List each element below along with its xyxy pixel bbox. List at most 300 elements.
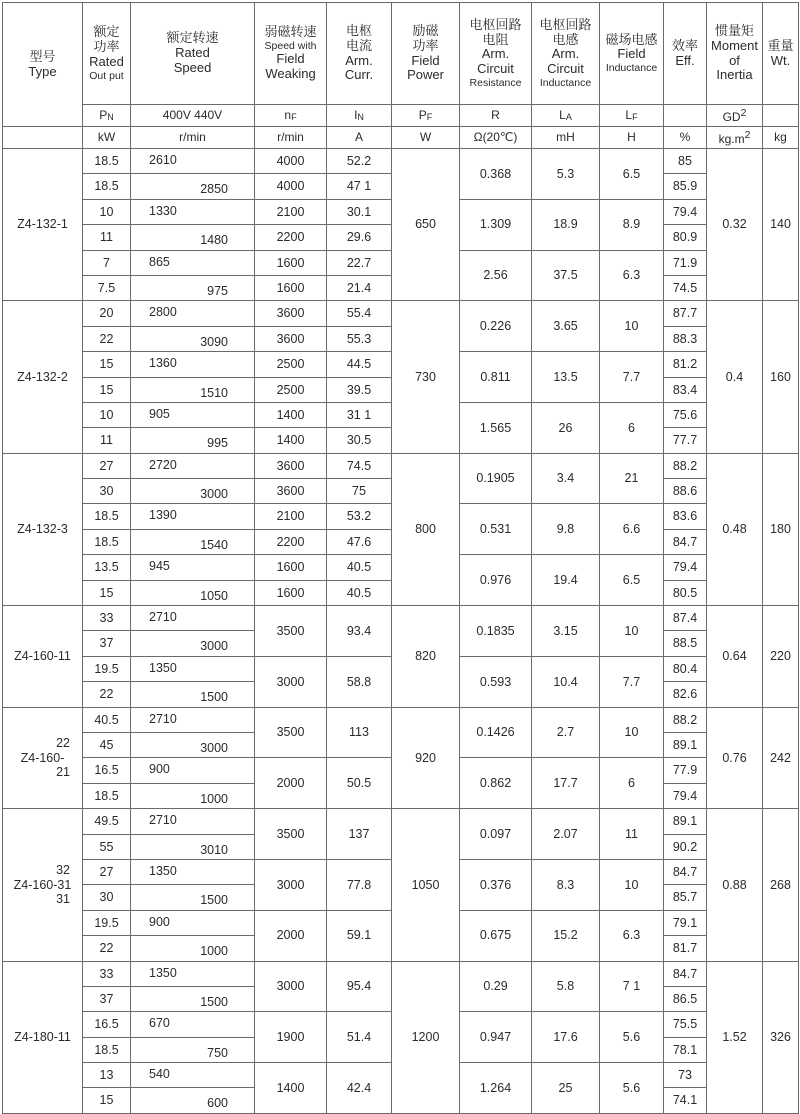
type-cell: [3, 453, 83, 605]
ind-sym-sub: A: [565, 111, 572, 122]
power-en2-label: Out put: [89, 69, 124, 82]
field-inductance-cell: 6.3: [600, 910, 664, 961]
field-inductance-cell: 6.3: [600, 250, 664, 301]
efficiency-cell: 85.9: [664, 174, 707, 199]
arm-inductance-cell: 2.07: [532, 809, 600, 860]
type-label-line: Z4-132-3: [17, 522, 68, 537]
rated-power-cell: 22: [83, 326, 131, 351]
weak-speed-cell: 1600: [255, 250, 327, 275]
rated-power-cell: 11: [83, 225, 131, 250]
type-label-line: 32: [56, 863, 70, 878]
res-cn1-label: 电枢回路: [469, 16, 522, 32]
resistance-cell: 1.309: [460, 199, 532, 250]
arm-current-cell: 47 1: [327, 174, 392, 199]
type-en-label: Type: [28, 63, 57, 79]
type-cn-label: 型号: [29, 48, 56, 64]
rated-speed-cell: [131, 225, 255, 250]
rated-power-cell: 13: [83, 1063, 131, 1088]
col-header-field: [392, 3, 460, 105]
efficiency-cell: 81.2: [664, 352, 707, 377]
weak-speed-cell: 4000: [255, 174, 327, 199]
arm-inductance-cell: 3.65: [532, 301, 600, 352]
rated-power-cell: 30: [83, 479, 131, 504]
rated-power-cell: 15: [83, 1088, 131, 1113]
resistance-cell: 0.811: [460, 352, 532, 403]
speed-440v: 1500: [200, 893, 228, 908]
efficiency-cell: 83.6: [664, 504, 707, 529]
arm-inductance-cell: 15.2: [532, 910, 600, 961]
find-en2-label: Inductance: [605, 62, 658, 75]
efficiency-cell: 89.1: [664, 809, 707, 834]
resistance-cell: 0.947: [460, 1012, 532, 1063]
rated-speed-cell: [131, 1037, 255, 1062]
rated-power-cell: 33: [83, 606, 131, 631]
rated-speed-cell: [131, 631, 255, 656]
efficiency-cell: 88.3: [664, 326, 707, 351]
weak-unit: r/min: [255, 127, 327, 149]
weight-unit: kg: [763, 127, 799, 149]
arm-inductance-cell: 10.4: [532, 656, 600, 707]
inertia-unit-sup: 2: [744, 128, 751, 141]
speed-400v: 2710: [149, 813, 177, 828]
col-header-type: [3, 3, 83, 127]
efficiency-cell: 77.9: [664, 758, 707, 783]
inertia-cell: 0.48: [707, 453, 763, 605]
arm-current-cell: 30.1: [327, 199, 392, 224]
field-inductance-cell: 10: [600, 707, 664, 758]
speed-440v: 995: [207, 436, 228, 451]
field-inductance-cell: 6.5: [600, 555, 664, 606]
efficiency-cell: 71.9: [664, 250, 707, 275]
field-unit: W: [392, 127, 460, 149]
speed-440v: 1540: [200, 537, 228, 552]
efficiency-cell: 81.7: [664, 936, 707, 961]
eff-cn-label: 效率: [671, 37, 698, 53]
type-cell: [3, 149, 83, 301]
efficiency-cell: 88.2: [664, 453, 707, 478]
symbol-row: [3, 105, 799, 127]
weak-speed-cell: 2000: [255, 758, 327, 809]
arm-inductance-cell: 3.15: [532, 606, 600, 657]
arm-inductance-cell: 9.8: [532, 504, 600, 555]
speed-440v: 1000: [200, 944, 228, 959]
resistance-cell: 0.862: [460, 758, 532, 809]
field-inductance-cell: 6.6: [600, 504, 664, 555]
rated-speed-cell: [131, 1012, 255, 1037]
weak-speed-cell: 3500: [255, 606, 327, 657]
arm-inductance-cell: 13.5: [532, 352, 600, 403]
inertia-symbol: [707, 105, 763, 127]
efficiency-cell: 75.6: [664, 402, 707, 427]
weak-speed-cell: 3500: [255, 707, 327, 758]
find-symbol: [600, 105, 664, 127]
rated-power-cell: 33: [83, 961, 131, 986]
inertia-cell: 0.4: [707, 301, 763, 453]
speed-400v: 2710: [149, 711, 177, 726]
arm-current-cell: 59.1: [327, 910, 392, 961]
inertia-cell: 0.64: [707, 606, 763, 708]
arm-current-cell: 75: [327, 479, 392, 504]
speed-400v: 540: [149, 1067, 170, 1082]
arm-inductance-cell: 25: [532, 1063, 600, 1114]
ind-sym: L: [559, 107, 566, 122]
speed-400v: 1390: [149, 508, 177, 523]
rated-speed-cell: [131, 326, 255, 351]
rated-power-cell: 30: [83, 885, 131, 910]
rated-speed-cell: [131, 199, 255, 224]
arm-current-cell: 30.5: [327, 428, 392, 453]
rated-power-cell: 19.5: [83, 656, 131, 681]
weak-speed-cell: 3600: [255, 479, 327, 504]
speed-unit: r/min: [131, 127, 255, 149]
arm-current-cell: 77.8: [327, 859, 392, 910]
weight-cell: 180: [763, 453, 799, 605]
speed-400v: 1350: [149, 660, 177, 675]
find-unit: H: [600, 127, 664, 149]
arm-current-cell: 29.6: [327, 225, 392, 250]
efficiency-cell: 79.4: [664, 555, 707, 580]
resistance-cell: 0.531: [460, 504, 532, 555]
weak-cn-label: 弱磁转速: [264, 24, 317, 40]
speed-en1-label: Rated: [175, 45, 210, 61]
res-en3-label: Resistance: [469, 77, 522, 90]
rated-speed-cell: [131, 834, 255, 859]
arm-current-cell: 40.5: [327, 580, 392, 605]
weak-speed-cell: 2200: [255, 529, 327, 554]
weight-cell: 326: [763, 961, 799, 1113]
col-header-inertia: [707, 3, 763, 105]
efficiency-cell: 87.4: [664, 606, 707, 631]
inertia-en1-label: Moment: [711, 37, 758, 53]
rated-speed-cell: [131, 936, 255, 961]
rated-speed-cell: [131, 428, 255, 453]
table-row: [3, 453, 799, 478]
weak-speed-cell: 3000: [255, 961, 327, 1012]
rated-power-cell: 7.5: [83, 275, 131, 300]
arm-current-cell: 53.2: [327, 504, 392, 529]
speed-440v: 3000: [200, 487, 228, 502]
arm-inductance-cell: 17.7: [532, 758, 600, 809]
speed-400v: 2720: [149, 457, 177, 472]
field-inductance-cell: 5.6: [600, 1063, 664, 1114]
field-power-cell: 650: [392, 149, 460, 301]
rated-speed-cell: [131, 1063, 255, 1088]
type-label-line: Z4-160-: [20, 750, 65, 765]
speed-400v: 1360: [149, 356, 177, 371]
efficiency-cell: 80.9: [664, 225, 707, 250]
power-cn1-label: 额定: [93, 24, 120, 40]
curr-unit: A: [327, 127, 392, 149]
rated-speed-cell: [131, 504, 255, 529]
rated-speed-cell: [131, 275, 255, 300]
field-inductance-cell: 10: [600, 606, 664, 657]
field-sym: P: [418, 107, 427, 122]
weight-cell: 140: [763, 149, 799, 301]
find-cn-label: 磁场电感: [605, 31, 658, 47]
field-cn1-label: 励磁: [412, 22, 439, 38]
resistance-cell: 0.368: [460, 149, 532, 200]
type-label-line: 31: [56, 892, 70, 907]
power-sym: P: [99, 107, 108, 122]
field-inductance-cell: 6.5: [600, 149, 664, 200]
arm-current-cell: 47.6: [327, 529, 392, 554]
speed-440v: 3000: [200, 741, 228, 755]
unit-row: [3, 127, 799, 149]
efficiency-cell: 78.1: [664, 1037, 707, 1062]
speed-400v: 670: [149, 1016, 170, 1031]
res-symbol: R: [460, 105, 532, 127]
field-inductance-cell: 7.7: [600, 656, 664, 707]
field-inductance-cell: 6: [600, 402, 664, 453]
rated-speed-cell: [131, 453, 255, 478]
header-row: [3, 3, 799, 105]
arm-inductance-cell: 37.5: [532, 250, 600, 301]
rated-power-cell: 13.5: [83, 555, 131, 580]
resistance-cell: 0.593: [460, 656, 532, 707]
rated-power-cell: 45: [83, 732, 131, 757]
weight-cell: 242: [763, 707, 799, 809]
rated-speed-cell: [131, 580, 255, 605]
rated-power-cell: 18.5: [83, 149, 131, 174]
speed-400v: 945: [149, 559, 170, 574]
resistance-cell: 0.29: [460, 961, 532, 1012]
speed-440v: 3090: [200, 334, 228, 349]
type-label-line: Z4-180-11: [14, 1029, 71, 1044]
curr-cn2-label: 电流: [345, 37, 372, 53]
weak-speed-cell: 1600: [255, 580, 327, 605]
rated-power-cell: 16.5: [83, 758, 131, 783]
field-inductance-cell: 8.9: [600, 199, 664, 250]
weak-speed-cell: 2200: [255, 225, 327, 250]
rated-power-cell: 22: [83, 936, 131, 961]
rated-power-cell: 10: [83, 402, 131, 427]
weight-cell: 160: [763, 301, 799, 453]
rated-power-cell: 18.5: [83, 529, 131, 554]
resistance-cell: 0.1905: [460, 453, 532, 504]
weak-speed-cell: 2100: [255, 504, 327, 529]
rated-speed-cell: [131, 986, 255, 1011]
inertia-cell: 1.52: [707, 961, 763, 1113]
field-inductance-cell: 21: [600, 453, 664, 504]
speed-400v: 900: [149, 914, 170, 929]
arm-inductance-cell: 5.3: [532, 149, 600, 200]
rated-speed-cell: [131, 377, 255, 402]
inertia-cn-label: 惯量矩: [714, 22, 754, 38]
speed-400v: 905: [149, 406, 170, 421]
field-inductance-cell: 10: [600, 301, 664, 352]
field-inductance-cell: 7 1: [600, 961, 664, 1012]
arm-current-cell: 52.2: [327, 149, 392, 174]
arm-current-cell: 39.5: [327, 377, 392, 402]
speed-en2-label: Speed: [173, 59, 212, 75]
resistance-cell: 0.376: [460, 859, 532, 910]
efficiency-cell: 88.2: [664, 707, 707, 732]
speed-400v: 1350: [149, 965, 177, 980]
ind-cn1-label: 电枢回路: [539, 16, 592, 32]
rated-power-cell: 20: [83, 301, 131, 326]
weight-cell: 268: [763, 809, 799, 961]
weak-speed-cell: 3000: [255, 859, 327, 910]
inertia-unit: [707, 127, 763, 149]
field-power-cell: 1200: [392, 961, 460, 1113]
table-body: [3, 149, 799, 1114]
arm-current-cell: 22.7: [327, 250, 392, 275]
field-power-cell: 920: [392, 707, 460, 809]
weak-speed-cell: 4000: [255, 149, 327, 174]
speed-440v: 3010: [200, 842, 228, 857]
field-inductance-cell: 10: [600, 859, 664, 910]
efficiency-cell: 85: [664, 149, 707, 174]
speed-440v: 1500: [200, 690, 228, 705]
arm-current-cell: 74.5: [327, 453, 392, 478]
power-symbol: [83, 105, 131, 127]
arm-inductance-cell: 5.8: [532, 961, 600, 1012]
curr-sym: I: [354, 107, 358, 122]
field-power-cell: 1050: [392, 809, 460, 961]
speed-440v: 1500: [200, 994, 228, 1009]
power-cn2-label: 功率: [93, 39, 120, 54]
ind-symbol: [532, 105, 600, 127]
field-power-cell: 800: [392, 453, 460, 605]
rated-power-cell: 49.5: [83, 809, 131, 834]
rated-speed-cell: [131, 707, 255, 732]
efficiency-cell: 73: [664, 1063, 707, 1088]
table-row: [3, 301, 799, 326]
efficiency-cell: 79.1: [664, 910, 707, 935]
find-en1-label: Field: [617, 46, 646, 62]
arm-current-cell: 55.3: [327, 326, 392, 351]
rated-power-cell: 18.5: [83, 504, 131, 529]
res-unit: Ω(20℃): [460, 127, 532, 149]
eff-symbol-blank: [664, 105, 707, 127]
table-row: [3, 606, 799, 631]
inertia-cell: 0.32: [707, 149, 763, 301]
table-row: [3, 149, 799, 174]
speed-440v: 975: [207, 283, 228, 298]
field-cn2-label: 功率: [412, 37, 439, 53]
res-en2-label: Circuit: [477, 61, 514, 77]
power-sym-sub: N: [107, 111, 114, 122]
inertia-en3-label: Inertia: [716, 67, 753, 83]
eff-unit: %: [664, 127, 707, 149]
col-header-weak: [255, 3, 327, 105]
weak-speed-cell: 1600: [255, 555, 327, 580]
ind-en3-label: Inductance: [539, 77, 592, 90]
arm-inductance-cell: 2.7: [532, 707, 600, 758]
rated-speed-cell: [131, 859, 255, 884]
rated-power-cell: 40.5: [83, 707, 131, 732]
resistance-cell: 0.976: [460, 555, 532, 606]
field-power-cell: 730: [392, 301, 460, 453]
efficiency-cell: 87.7: [664, 301, 707, 326]
speed-440v: 3000: [200, 639, 228, 654]
rated-power-cell: 7: [83, 250, 131, 275]
res-cn2-label: 电阻: [482, 31, 509, 47]
resistance-cell: 0.226: [460, 301, 532, 352]
efficiency-cell: 88.6: [664, 479, 707, 504]
resistance-cell: 1.264: [460, 1063, 532, 1114]
efficiency-cell: 85.7: [664, 885, 707, 910]
col-header-ind: [532, 3, 600, 105]
eff-en-label: Eff.: [675, 52, 695, 68]
weight-cn-label: 重量: [767, 37, 794, 53]
speed-440v: 1480: [200, 233, 228, 248]
speed-400v: 2800: [149, 305, 177, 320]
resistance-cell: 0.1835: [460, 606, 532, 657]
curr-en1-label: Arm.: [345, 52, 373, 68]
weak-speed-cell: 2000: [255, 910, 327, 961]
table-row: [3, 961, 799, 986]
weak-speed-cell: 3000: [255, 656, 327, 707]
col-header-weight: [763, 3, 799, 105]
weak-speed-cell: 3600: [255, 301, 327, 326]
type-cell: [3, 707, 83, 809]
power-en1-label: Rated: [89, 53, 124, 69]
speed-440v: 2850: [200, 182, 228, 197]
resistance-cell: 0.097: [460, 809, 532, 860]
rated-speed-cell: [131, 783, 255, 808]
type-cell: [3, 809, 83, 961]
resistance-cell: 0.675: [460, 910, 532, 961]
rated-speed-cell: [131, 149, 255, 174]
weak-en2-label: Field: [276, 51, 305, 67]
efficiency-cell: 74.1: [664, 1088, 707, 1113]
weak-symbol: [255, 105, 327, 127]
rated-speed-cell: [131, 758, 255, 783]
speed-400v: 1330: [149, 203, 177, 218]
curr-symbol: [327, 105, 392, 127]
rated-power-cell: 19.5: [83, 910, 131, 935]
rated-speed-cell: [131, 529, 255, 554]
type-cell: [3, 961, 83, 1113]
rated-speed-cell: [131, 250, 255, 275]
rated-power-cell: 10: [83, 199, 131, 224]
arm-inductance-cell: 26: [532, 402, 600, 453]
speed-400v: 1350: [149, 863, 177, 878]
resistance-cell: 1.565: [460, 402, 532, 453]
speed-400v: 900: [149, 762, 170, 777]
curr-sym-sub: N: [357, 111, 364, 122]
weak-speed-cell: 3600: [255, 326, 327, 351]
power-unit: kW: [83, 127, 131, 149]
rated-speed-cell: [131, 910, 255, 935]
speed-440v: 750: [207, 1045, 228, 1060]
rated-speed-cell: [131, 885, 255, 910]
col-header-power: [83, 3, 131, 105]
arm-inductance-cell: 17.6: [532, 1012, 600, 1063]
arm-current-cell: 31 1: [327, 402, 392, 427]
weak-speed-cell: 2100: [255, 199, 327, 224]
field-inductance-cell: 7.7: [600, 352, 664, 403]
efficiency-cell: 86.5: [664, 986, 707, 1011]
arm-current-cell: 44.5: [327, 352, 392, 377]
weak-speed-cell: 3600: [255, 453, 327, 478]
inertia-sym: GD: [722, 109, 741, 124]
rated-power-cell: 18.5: [83, 783, 131, 808]
weak-speed-cell: 1400: [255, 1063, 327, 1114]
ind-cn2-label: 电感: [552, 31, 579, 47]
ind-en2-label: Circuit: [547, 61, 584, 77]
type-label-line: Z4-160-11: [14, 649, 71, 664]
speed-440v: 1510: [200, 385, 228, 400]
inertia-cell: 0.76: [707, 707, 763, 809]
arm-inductance-cell: 3.4: [532, 453, 600, 504]
weak-speed-cell: 1400: [255, 428, 327, 453]
field-en1-label: Field: [411, 52, 440, 68]
resistance-cell: 2.56: [460, 250, 532, 301]
efficiency-cell: 84.7: [664, 961, 707, 986]
arm-inductance-cell: 18.9: [532, 199, 600, 250]
